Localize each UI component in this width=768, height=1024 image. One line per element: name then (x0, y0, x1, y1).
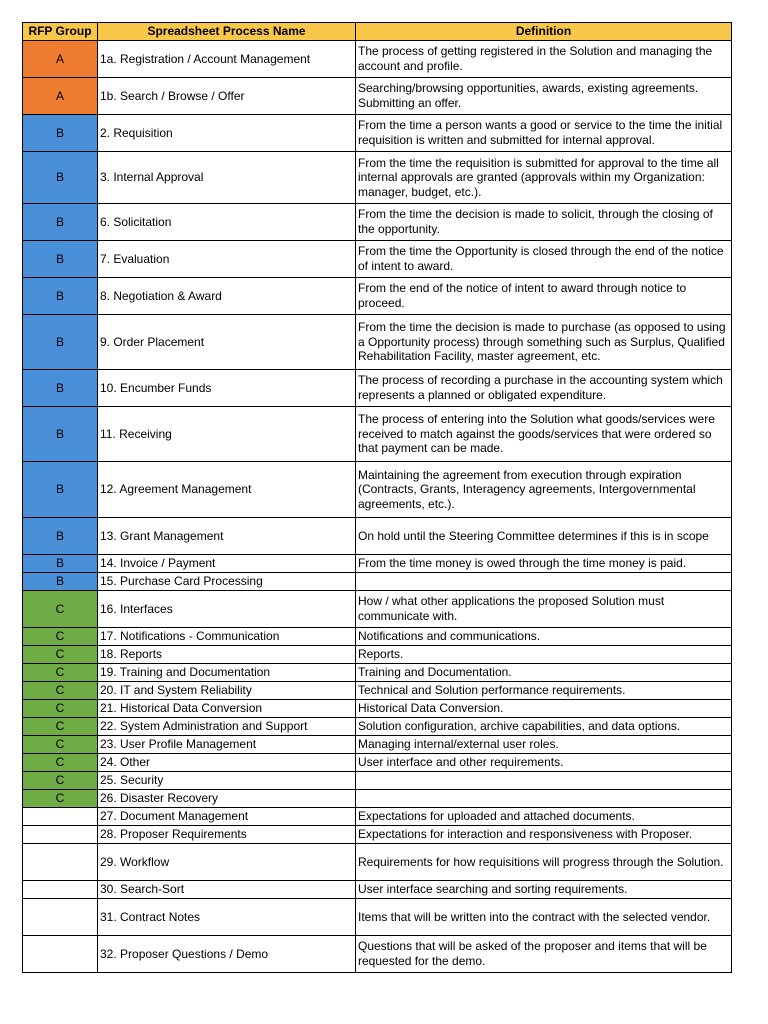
table-row (23, 772, 732, 790)
table-row (23, 826, 732, 844)
process-name-cell: 7. Evaluation (98, 241, 356, 278)
table-row (23, 78, 732, 115)
rfp-group-cell: B (23, 462, 98, 518)
process-name-cell: 3. Internal Approval (98, 152, 356, 204)
definition-cell: The process of recording a purchase in the accounting system which represents a planned or obligated expenditure. (356, 370, 732, 407)
header-definition: Definition (356, 23, 732, 41)
definition-cell: Expectations for interaction and responsiveness with Proposer. (356, 826, 732, 844)
definition-cell: Requirements for how requisitions will progress through the Solution. (356, 844, 732, 881)
rfp-group-cell: A (23, 78, 98, 115)
process-name-cell: 27. Document Management (98, 808, 356, 826)
table-row (23, 518, 732, 555)
rfp-group-cell: C (23, 682, 98, 700)
table-row (23, 41, 732, 78)
process-name-cell: 1a. Registration / Account Management (98, 41, 356, 78)
definition-cell: Managing internal/external user roles. (356, 736, 732, 754)
table-row (23, 718, 732, 736)
table-row (23, 628, 732, 646)
table-row (23, 278, 732, 315)
process-name-cell: 15. Purchase Card Processing (98, 573, 356, 591)
table-row (23, 736, 732, 754)
table-row (23, 591, 732, 628)
definition-cell: From the end of the notice of intent to award through notice to proceed. (356, 278, 732, 315)
header-rfp-group: RFP Group (23, 23, 98, 41)
definition-cell (356, 772, 732, 790)
definition-cell: From the time the requisition is submitted for approval to the time all internal approvals are granted (approvals within my Organization: manager, budget, etc.). (356, 152, 732, 204)
rfp-group-cell: C (23, 700, 98, 718)
table-row (23, 664, 732, 682)
rfp-group-cell: C (23, 718, 98, 736)
process-name-cell: 12. Agreement Management (98, 462, 356, 518)
definition-cell: Items that will be written into the contract with the selected vendor. (356, 899, 732, 936)
rfp-group-cell: B (23, 204, 98, 241)
rfp-group-cell: C (23, 591, 98, 628)
definition-cell: From the time the decision is made to solicit, through the closing of the opportunity. (356, 204, 732, 241)
rfp-group-cell: C (23, 772, 98, 790)
process-name-cell: 23. User Profile Management (98, 736, 356, 754)
definition-cell: Questions that will be asked of the proposer and items that will be requested for the demo. (356, 936, 732, 973)
header-row (23, 23, 732, 41)
process-name-cell: 1b. Search / Browse / Offer (98, 78, 356, 115)
process-name-cell: 30. Search-Sort (98, 881, 356, 899)
process-name-cell: 29. Workflow (98, 844, 356, 881)
rfp-group-cell: B (23, 518, 98, 555)
rfp-group-cell: C (23, 736, 98, 754)
rfp-group-cell (23, 826, 98, 844)
rfp-process-table (22, 22, 732, 973)
rfp-group-cell (23, 899, 98, 936)
process-name-cell: 17. Notifications - Communication (98, 628, 356, 646)
process-name-cell: 6. Solicitation (98, 204, 356, 241)
process-name-cell: 20. IT and System Reliability (98, 682, 356, 700)
process-name-cell: 24. Other (98, 754, 356, 772)
process-name-cell: 31. Contract Notes (98, 899, 356, 936)
definition-cell: Solution configuration, archive capabilities, and data options. (356, 718, 732, 736)
definition-cell: The process of entering into the Solution what goods/services were received to match against the goods/services that were ordered so that payment can be made. (356, 407, 732, 462)
table-row (23, 370, 732, 407)
rfp-group-cell: B (23, 573, 98, 591)
process-name-cell: 14. Invoice / Payment (98, 555, 356, 573)
process-name-cell: 2. Requisition (98, 115, 356, 152)
definition-cell: User interface and other requirements. (356, 754, 732, 772)
definition-cell: The process of getting registered in the Solution and managing the account and profile. (356, 41, 732, 78)
definition-cell: Notifications and communications. (356, 628, 732, 646)
rfp-group-cell: A (23, 41, 98, 78)
process-name-cell: 10. Encumber Funds (98, 370, 356, 407)
header-process-name: Spreadsheet Process Name (98, 23, 356, 41)
definition-cell (356, 573, 732, 591)
table-row (23, 754, 732, 772)
table-row (23, 790, 732, 808)
table-row (23, 407, 732, 462)
definition-cell: From the time the decision is made to purchase (as opposed to using a Opportunity process) through something such as Surplus, Qualified Rehabilitation Facility, master agreement, etc. (356, 315, 732, 370)
process-name-cell: 9. Order Placement (98, 315, 356, 370)
process-name-cell: 28. Proposer Requirements (98, 826, 356, 844)
table-row (23, 555, 732, 573)
process-name-cell: 18. Reports (98, 646, 356, 664)
process-name-cell: 22. System Administration and Support (98, 718, 356, 736)
table-row (23, 646, 732, 664)
rfp-group-cell: C (23, 664, 98, 682)
rfp-group-cell (23, 808, 98, 826)
definition-cell: Historical Data Conversion. (356, 700, 732, 718)
table-row (23, 204, 732, 241)
process-name-cell: 25. Security (98, 772, 356, 790)
rfp-group-cell (23, 881, 98, 899)
table-body (23, 41, 732, 973)
rfp-group-cell: C (23, 646, 98, 664)
process-name-cell: 21. Historical Data Conversion (98, 700, 356, 718)
definition-cell: Searching/browsing opportunities, awards, existing agreements. Submitting an offer. (356, 78, 732, 115)
rfp-group-cell: C (23, 628, 98, 646)
table-row (23, 936, 732, 973)
table-row (23, 152, 732, 204)
rfp-group-cell: C (23, 754, 98, 772)
table-row (23, 844, 732, 881)
table-row (23, 241, 732, 278)
definition-cell (356, 790, 732, 808)
table-row (23, 573, 732, 591)
definition-cell: Reports. (356, 646, 732, 664)
rfp-group-cell (23, 936, 98, 973)
rfp-group-cell: B (23, 407, 98, 462)
definition-cell: Maintaining the agreement from execution through expiration (Contracts, Grants, Interagency agreements, Intergovernmental agreements, etc.). (356, 462, 732, 518)
table-row (23, 682, 732, 700)
rfp-group-cell: B (23, 555, 98, 573)
definition-cell: User interface searching and sorting requirements. (356, 881, 732, 899)
table-row (23, 700, 732, 718)
definition-cell: From the time the Opportunity is closed through the end of the notice of intent to award. (356, 241, 732, 278)
definition-cell: Expectations for uploaded and attached documents. (356, 808, 732, 826)
process-name-cell: 26. Disaster Recovery (98, 790, 356, 808)
table-row (23, 462, 732, 518)
table-row (23, 115, 732, 152)
rfp-group-cell: B (23, 241, 98, 278)
rfp-group-cell (23, 844, 98, 881)
process-name-cell: 32. Proposer Questions / Demo (98, 936, 356, 973)
rfp-group-cell: C (23, 790, 98, 808)
table-row (23, 808, 732, 826)
table-row (23, 881, 732, 899)
rfp-group-cell: B (23, 115, 98, 152)
process-name-cell: 8. Negotiation & Award (98, 278, 356, 315)
process-name-cell: 11. Receiving (98, 407, 356, 462)
definition-cell: Technical and Solution performance requirements. (356, 682, 732, 700)
definition-cell: From the time money is owed through the time money is paid. (356, 555, 732, 573)
definition-cell: On hold until the Steering Committee determines if this is in scope (356, 518, 732, 555)
table-row (23, 315, 732, 370)
rfp-group-cell: B (23, 278, 98, 315)
rfp-group-cell: B (23, 370, 98, 407)
definition-cell: How / what other applications the proposed Solution must communicate with. (356, 591, 732, 628)
rfp-group-cell: B (23, 315, 98, 370)
definition-cell: Training and Documentation. (356, 664, 732, 682)
process-name-cell: 13. Grant Management (98, 518, 356, 555)
process-name-cell: 19. Training and Documentation (98, 664, 356, 682)
table-row (23, 899, 732, 936)
rfp-group-cell: B (23, 152, 98, 204)
definition-cell: From the time a person wants a good or service to the time the initial requisition is written and submitted for internal approval. (356, 115, 732, 152)
process-name-cell: 16. Interfaces (98, 591, 356, 628)
